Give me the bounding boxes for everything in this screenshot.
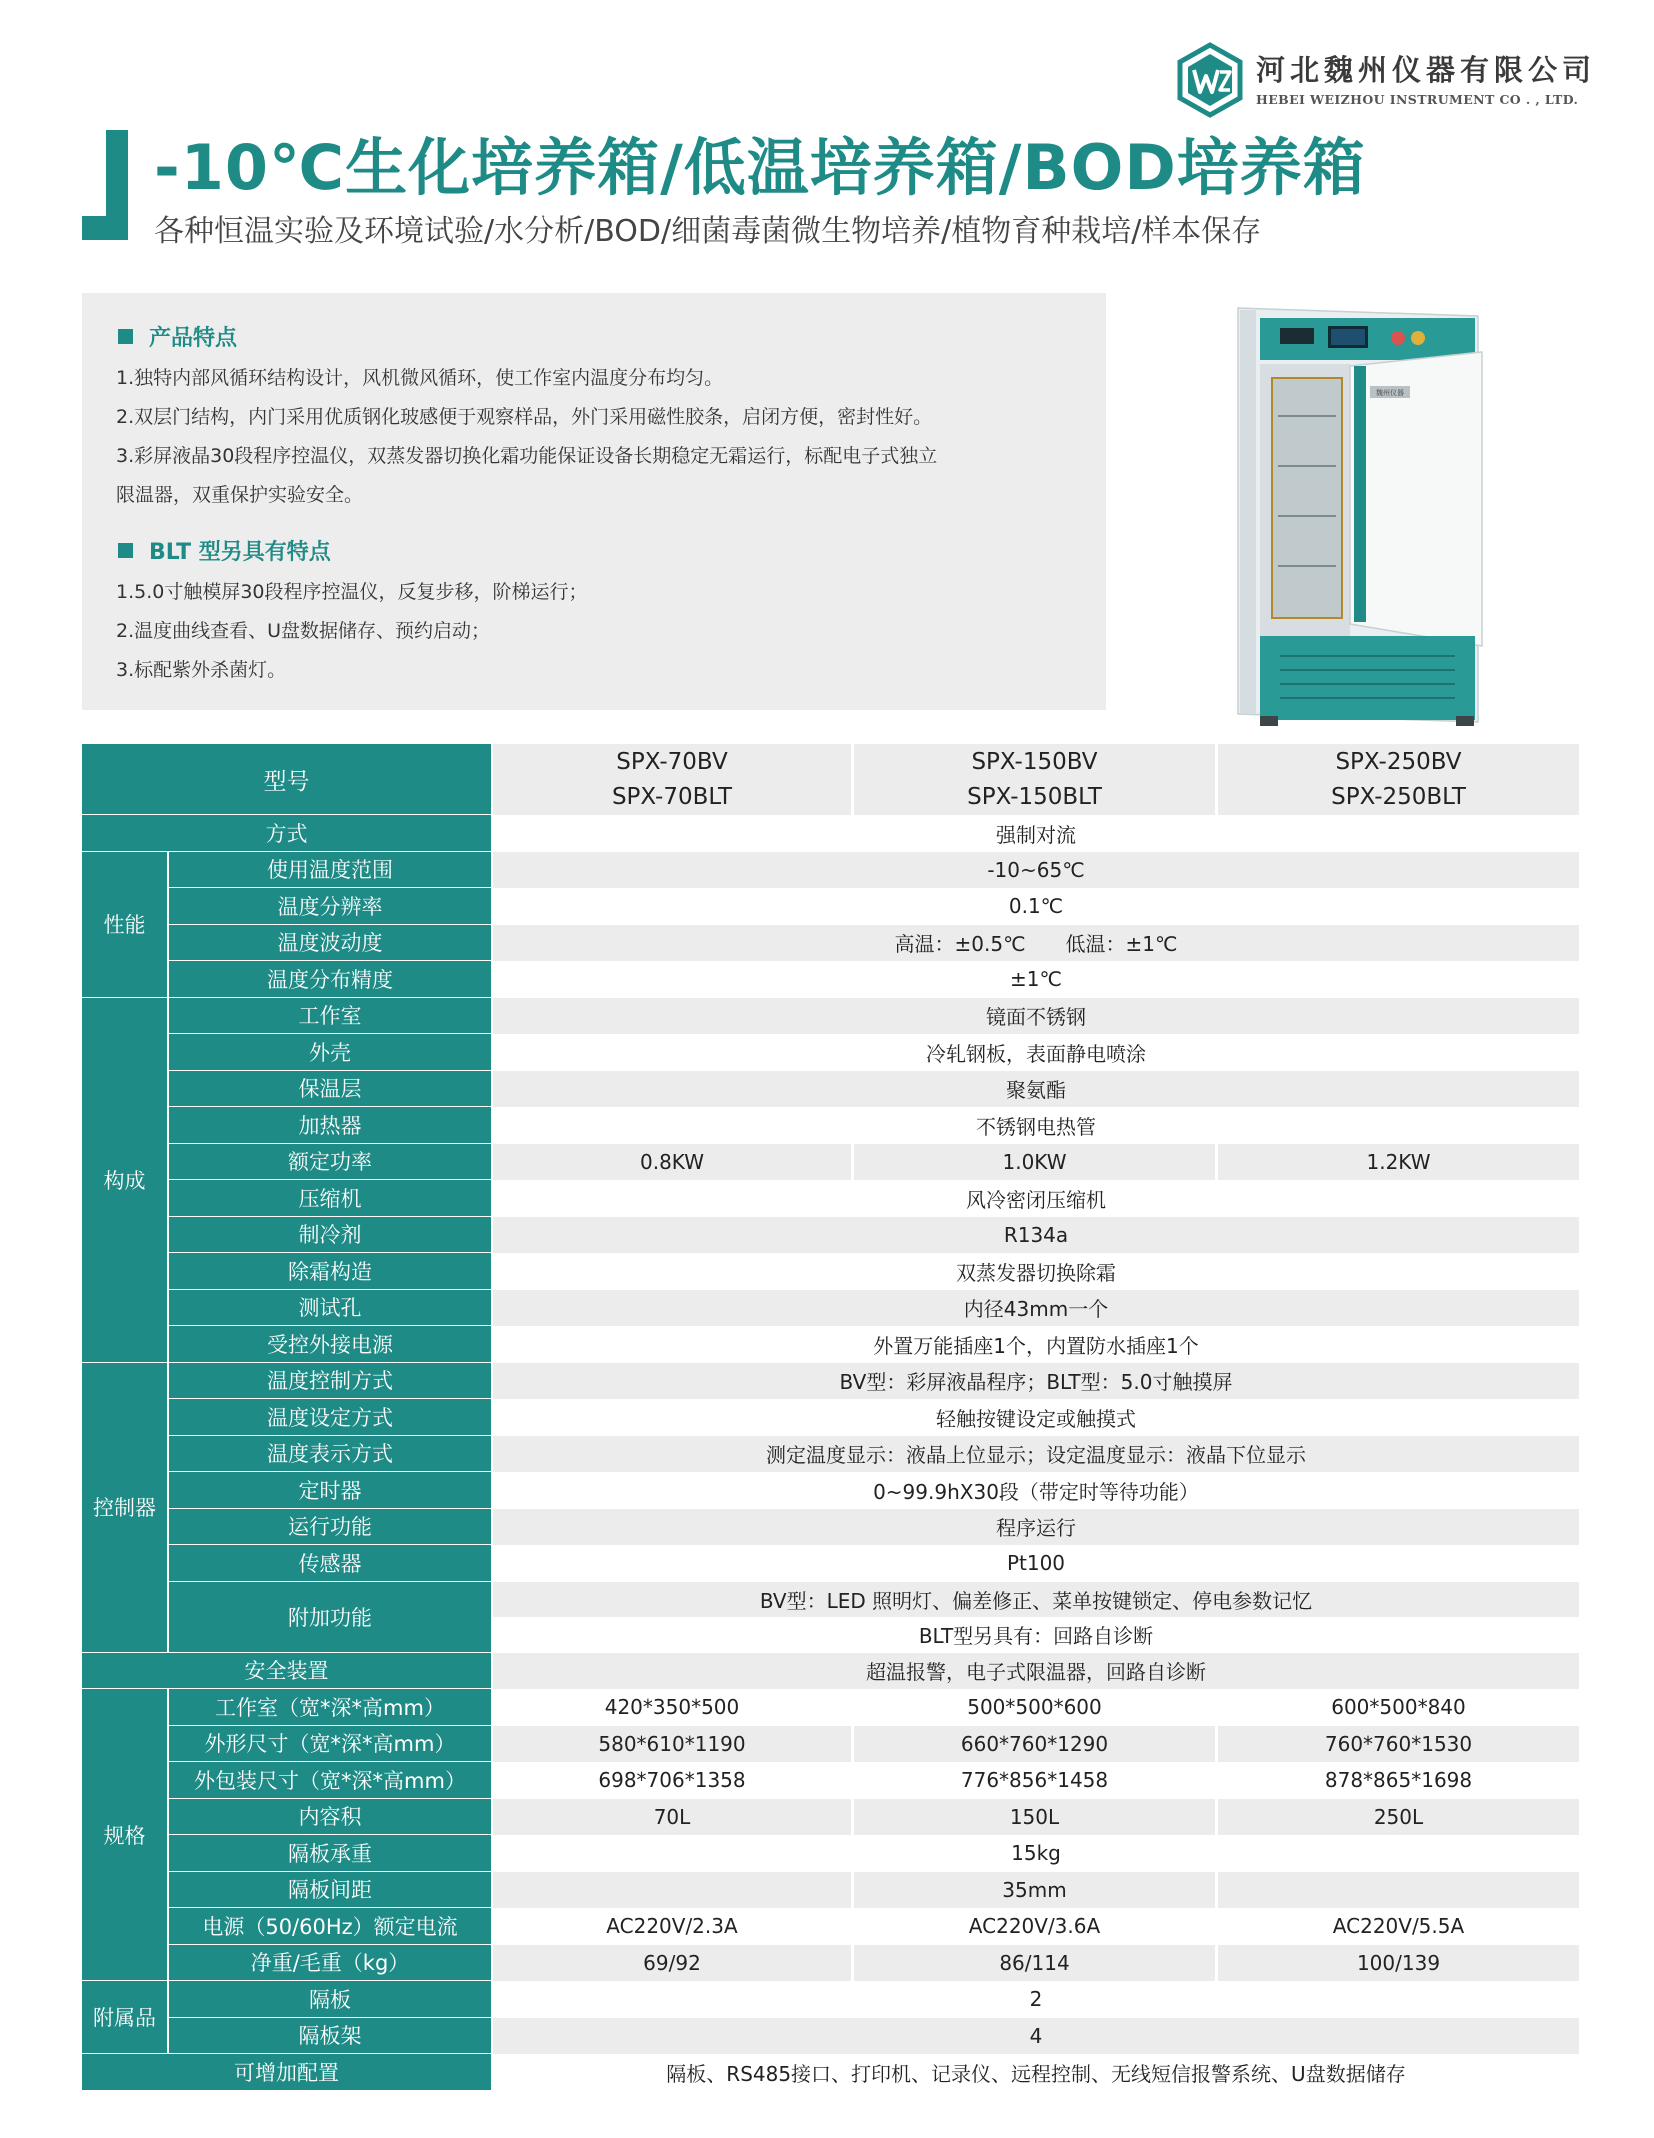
row-value: AC220V/3.6A <box>854 1908 1218 1945</box>
row-label: 隔板承重 <box>169 1835 493 1872</box>
row-value: AC220V/2.3A <box>493 1908 854 1945</box>
row-label: 温度表示方式 <box>169 1436 493 1473</box>
row-value: 轻触按键设定或触摸式 <box>493 1399 1579 1436</box>
model-bv-150: SPX-150BV <box>854 744 1218 780</box>
row-value: 高温：±0.5℃ 低温：±1℃ <box>493 925 1579 962</box>
row-label: 工作室 <box>169 998 493 1035</box>
row-value: -10~65℃ <box>493 852 1579 889</box>
features-heading <box>118 321 237 352</box>
row-label: 温度波动度 <box>169 925 493 962</box>
row-value: 0~99.9hX30段（带定时等待功能） <box>493 1472 1579 1509</box>
features-heading-text: 产品特点 <box>149 326 238 351</box>
row-value: 镜面不锈钢 <box>493 998 1579 1035</box>
row-label: 外壳 <box>169 1034 493 1071</box>
row-value: R134a <box>493 1217 1579 1254</box>
row-label: 除霜构造 <box>169 1253 493 1290</box>
row-label: 内容积 <box>169 1799 493 1836</box>
row-label: 净重/毛重（kg） <box>169 1945 493 1982</box>
row-value: 4 <box>493 2018 1579 2055</box>
row-value: AC220V/5.5A <box>1218 1908 1579 1945</box>
company-name-en: HEBEI WEIZHOU INSTRUMENT CO . , LTD. <box>1256 92 1579 107</box>
row-value: ±1℃ <box>493 961 1579 998</box>
page-subtitle: 各种恒温实验及环境试验/水分析/BOD/细菌毒菌微生物培养/植物育种栽培/样本保存 <box>154 214 1262 249</box>
row-value: 聚氨酯 <box>493 1071 1579 1108</box>
feature-item: 2.双层门结构，内门采用优质钢化玻感便于观察样品，外门采用磁性胶条，启闭方便，密封性好。 <box>116 406 933 428</box>
row-value: 内径43mm一个 <box>493 1290 1579 1327</box>
row-value: 0.8KW <box>493 1144 854 1181</box>
row-value: 100/139 <box>1218 1945 1579 1982</box>
row-value: 500*500*600 <box>854 1689 1218 1726</box>
title-accent-bar <box>106 130 128 240</box>
row-value: 程序运行 <box>493 1509 1579 1546</box>
row-value: 1.2KW <box>1218 1144 1579 1181</box>
row-label: 传感器 <box>169 1545 493 1582</box>
row-label: 温度设定方式 <box>169 1399 493 1436</box>
row-value: 双蒸发器切换除霜 <box>493 1253 1579 1290</box>
row-value: 70L <box>493 1799 854 1836</box>
row-label: 附加功能 <box>169 1582 493 1653</box>
row-value: 86/114 <box>854 1945 1218 1982</box>
square-bullet-icon <box>118 329 133 344</box>
category-structure: 构成 <box>82 998 169 1363</box>
row-value: 0.1℃ <box>493 888 1579 925</box>
model-blt-250: SPX-250BLT <box>1218 780 1579 816</box>
spec-table <box>82 744 1579 2091</box>
model-bv-70: SPX-70BV <box>493 744 854 780</box>
blt-feature-item: 2.温度曲线查看、U盘数据储存、预约启动； <box>116 620 491 642</box>
row-value: 776*856*1458 <box>854 1762 1218 1799</box>
row-label: 隔板 <box>169 1981 493 2018</box>
blt-features-heading-text: BLT 型另具有特点 <box>149 540 331 565</box>
row-label: 工作室（宽*深*高mm） <box>169 1689 493 1726</box>
features-panel <box>82 293 1106 710</box>
row-value: 580*610*1190 <box>493 1726 854 1763</box>
product-panel-label: 魏州仪器 <box>1376 389 1404 397</box>
options-label: 可增加配置 <box>82 2054 493 2091</box>
feature-item: 1.独特内部风循环结构设计，风机微风循环，使工作室内温度分布均匀。 <box>116 367 724 389</box>
blt-features-heading <box>118 535 331 566</box>
company-logo <box>1176 42 1626 122</box>
row-label: 温度控制方式 <box>169 1363 493 1400</box>
row-value: 150L <box>854 1799 1218 1836</box>
row-value: 698*706*1358 <box>493 1762 854 1799</box>
row-label: 外包装尺寸（宽*深*高mm） <box>169 1762 493 1799</box>
title-accent-square <box>82 216 106 240</box>
row-label: 外形尺寸（宽*深*高mm） <box>169 1726 493 1763</box>
row-value: 不锈钢电热管 <box>493 1107 1579 1144</box>
row-label: 隔板间距 <box>169 1872 493 1909</box>
row-label: 保温层 <box>169 1071 493 1108</box>
category-dimensions: 规格 <box>82 1689 169 1981</box>
row-value: 878*865*1698 <box>1218 1762 1579 1799</box>
row-value: 660*760*1290 <box>854 1726 1218 1763</box>
category-accessories: 附属品 <box>82 1981 169 2054</box>
row-label: 受控外接电源 <box>169 1326 493 1363</box>
row-label: 使用温度范围 <box>169 852 493 889</box>
row-label: 隔板架 <box>169 2018 493 2055</box>
row-label: 加热器 <box>169 1107 493 1144</box>
row-value-empty <box>493 1872 854 1909</box>
row-label: 定时器 <box>169 1472 493 1509</box>
feature-item: 3.彩屏液晶30段程序控温仪，双蒸发器切换化霜功能保证设备长期稳定无霜运行，标配电子式独立 <box>116 445 938 467</box>
row-value: 2 <box>493 1981 1579 2018</box>
category-performance: 性能 <box>82 852 169 998</box>
feature-item: 限温器，双重保护实验安全。 <box>116 484 364 506</box>
safety-value: 超温报警，电子式限温器，回路自诊断 <box>493 1653 1579 1690</box>
blt-feature-item: 3.标配紫外杀菌灯。 <box>116 659 287 681</box>
row-value: 250L <box>1218 1799 1579 1836</box>
row-label: 运行功能 <box>169 1509 493 1546</box>
row-value: Pt100 <box>493 1545 1579 1582</box>
safety-label: 安全装置 <box>82 1653 493 1690</box>
row-value-empty <box>1218 1872 1579 1909</box>
category-controller: 控制器 <box>82 1363 169 1653</box>
model-blt-70: SPX-70BLT <box>493 780 854 816</box>
row-value: 35mm <box>854 1872 1218 1909</box>
row-value: 风冷密闭压缩机 <box>493 1180 1579 1217</box>
options-value: 隔板、RS485接口、打印机、记录仪、远程控制、无线短信报警系统、U盘数据储存 <box>493 2054 1579 2091</box>
row-label: 电源（50/60Hz）额定电流 <box>169 1908 493 1945</box>
incubator-product-photo <box>1220 306 1490 726</box>
row-value: 测定温度显示：液晶上位显示；设定温度显示：液晶下位显示 <box>493 1436 1579 1473</box>
blt-feature-item: 1.5.0寸触模屏30段程序控温仪，反复步移，阶梯运行； <box>116 581 588 603</box>
company-name-cn: 河北魏州仪器有限公司 <box>1256 53 1597 87</box>
model-bv-250: SPX-250BV <box>1218 744 1579 780</box>
wz-hexagon-logo-icon <box>1176 42 1244 118</box>
row-value: 420*350*500 <box>493 1689 854 1726</box>
row-value: BV型：彩屏液晶程序；BLT型：5.0寸触摸屏 <box>493 1363 1579 1400</box>
row-label: 测试孔 <box>169 1290 493 1327</box>
row-value: 600*500*840 <box>1218 1689 1579 1726</box>
row-value: BLT型另具有：回路自诊断 <box>493 1617 1579 1653</box>
row-value: 760*760*1530 <box>1218 1726 1579 1763</box>
row-value: BV型：LED 照明灯、偏差修正、菜单按键锁定、停电参数记忆 <box>493 1582 1579 1618</box>
row-label: 温度分布精度 <box>169 961 493 998</box>
square-bullet-icon <box>118 543 133 558</box>
model-blt-150: SPX-150BLT <box>854 780 1218 816</box>
mode-label: 方式 <box>82 815 493 852</box>
row-label: 制冷剂 <box>169 1217 493 1254</box>
row-label: 温度分辨率 <box>169 888 493 925</box>
row-label: 额定功率 <box>169 1144 493 1181</box>
mode-value: 强制对流 <box>493 815 1579 852</box>
row-value: 1.0KW <box>854 1144 1218 1181</box>
row-value: 69/92 <box>493 1945 854 1982</box>
row-value: 冷轧钢板，表面静电喷涂 <box>493 1034 1579 1071</box>
row-value: 15kg <box>493 1835 1579 1872</box>
row-label: 压缩机 <box>169 1180 493 1217</box>
page-title: -10℃生化培养箱/低温培养箱/BOD培养箱 <box>154 131 1366 204</box>
model-label: 型号 <box>82 744 493 815</box>
row-value: 外置万能插座1个，内置防水插座1个 <box>493 1326 1579 1363</box>
